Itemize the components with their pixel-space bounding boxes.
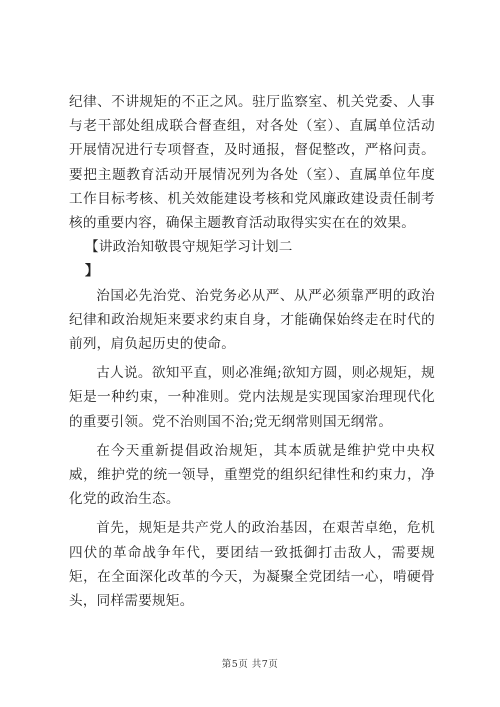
paragraph-3: 在今天重新提倡政治规矩，其本质就是维护党中央权威，维护党的统一领导，重塑党的组织纪律性和约束力，净化党的政治生态。	[69, 442, 435, 508]
paragraph-continued: 纪律、不讲规矩的不正之风。驻厅监察室、机关党委、人事与老干部处组成联合督查组，对各处（室）、直属单位活动开展情况进行专项督查，及时通报，督促整改，严格问责。要把主题教育活动开展情况列为各处（室）、直属单位年度工作目标考核、机关效能建设考核和党风廉政建设责任制考核的重要内容，确保主题教育活动取得实实在在的效果。	[69, 94, 435, 232]
paragraph-2: 古人说。欲知平直，则必准绳;欲知方圆，则必规矩，规矩是一种约束，一种准则。党内法规是实现国家治理现代化的重要引领。党不治则国不治;党无纲常则国无纲常。	[69, 365, 435, 430]
paragraph-1: 治国必先治党、治党务必从严、从严必须靠严明的政治纪律和政治规矩来要求约束自身，才能确保始终走在时代的前列，肩负起历史的使命。	[69, 287, 435, 353]
paragraph-4: 首先，规矩是共产党人的政治基因，在艰苦卓绝，危机四伏的革命战争年代，要团结一致抵御打击敌人，需要规矩，在全面深化改革的今天，为凝聚全党团结一心，啃硬骨头，同样需要规矩。	[69, 520, 435, 610]
section-heading-bracket: 】	[85, 263, 99, 280]
document-body	[69, 90, 435, 613]
section-heading: 【讲政治知敬畏守规矩学习计划二	[85, 239, 293, 256]
page-number-footer: 第5页 共7页	[221, 659, 279, 670]
